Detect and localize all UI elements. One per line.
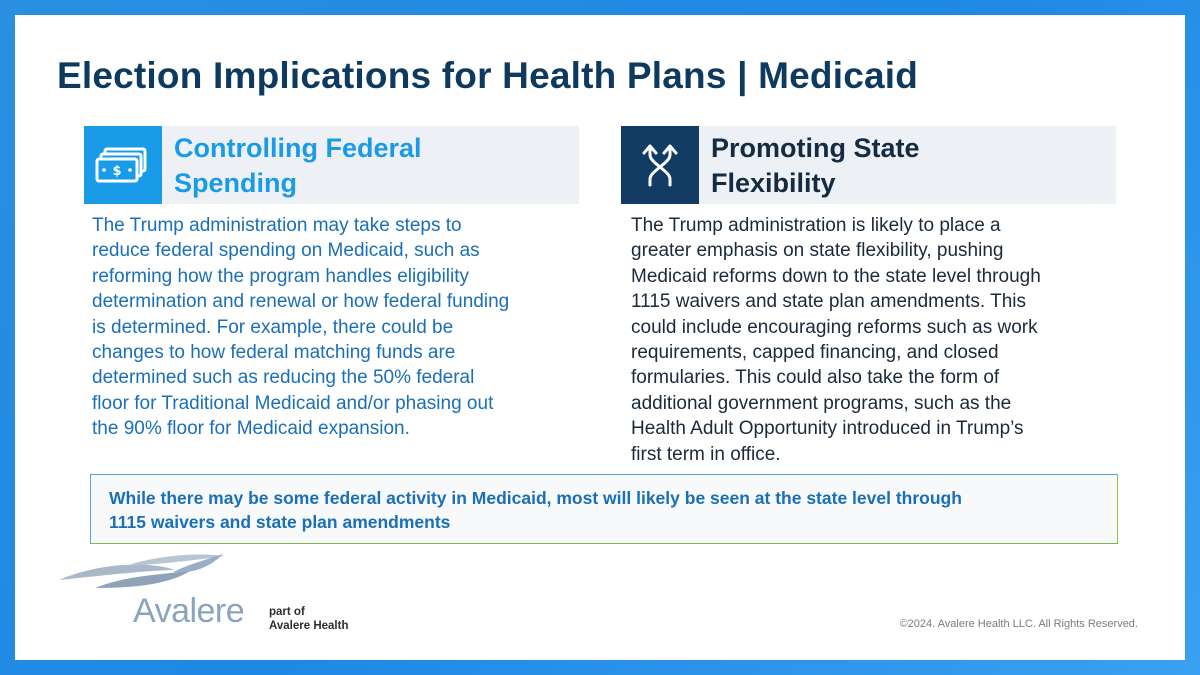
logo-wordmark: Avalere [133,592,245,630]
right-body-line: 1115 waivers and state plan amendments. This [631,291,1027,313]
logo-sub-line-2: Avalere Health [269,620,349,632]
right-body-line: greater emphasis on state flexibility, pushing [631,240,1004,262]
left-body-line: reforming how the program handles eligibility [92,265,470,287]
callout-line-1: While there may be some federal activity in Medicaid, most will likely be seen at the state level through [109,488,962,508]
right-heading-line-1: Promoting State [711,133,920,163]
right-card-heading [711,131,920,201]
right-body-line: requirements, capped financing, and closed [631,342,999,364]
right-card-header [621,126,1116,204]
crossing-arrows-icon [621,126,699,204]
right-body-line: Medicaid reforms down to the state level through [631,265,1041,287]
page-title: Election Implications for Health Plans | Medicaid [57,55,919,96]
left-body-line: is determined. For example, there could be [92,316,454,338]
logo-sub-line-1: part of [269,606,305,618]
callout-line-2: 1115 waivers and state plan amendments [109,512,451,532]
right-body-line: first term in office. [631,443,781,465]
avalere-logo [55,550,355,640]
right-body-line: formularies. This could also take the form of [631,367,1000,389]
left-body-line: floor for Traditional Medicaid and/or phasing out [92,392,494,414]
left-heading-line-2: Spending [174,168,297,198]
right-body-line: could include encouraging reforms such as work [631,316,1038,338]
copyright-notice: ©2024. Avalere Health LLC. All Rights Reserved. [899,618,1138,630]
slide [15,15,1185,660]
summary-callout [90,474,1118,544]
money-bills-icon [84,126,162,204]
left-body-line: determination and renewal or how federal funding [92,291,510,313]
right-body-line: Health Adult Opportunity introduced in Trump’s [631,418,1024,440]
left-heading-line-1: Controlling Federal [174,133,422,163]
right-body-line: The Trump administration is likely to place a [631,215,1001,236]
right-heading-line-2: Flexibility [711,168,836,198]
left-card-body [92,213,572,442]
logo-subtext [269,605,348,633]
left-card-header [84,126,579,204]
left-body-line: the 90% floor for Medicaid expansion. [92,418,410,440]
right-body-line: additional government programs, such as the [631,392,1012,414]
left-body-line: changes to how federal matching funds are [92,342,456,364]
right-card-body [631,213,1111,467]
left-body-line: determined such as reducing the 50% federal [92,367,475,389]
svg-text:$: $ [112,164,122,179]
left-body-line: The Trump administration may take steps to [92,215,462,236]
left-body-line: reduce federal spending on Medicaid, such as [92,240,480,262]
left-card-heading [174,131,422,201]
